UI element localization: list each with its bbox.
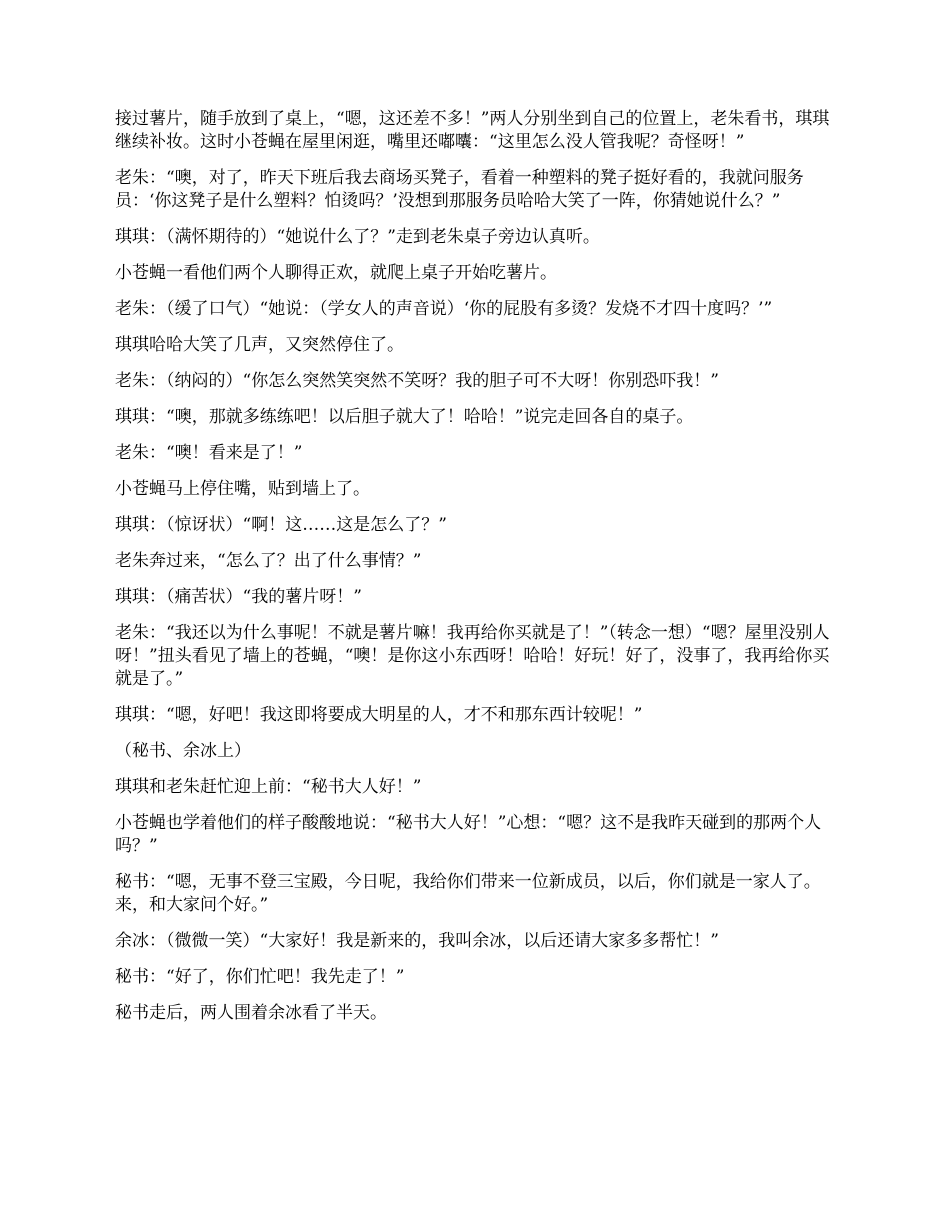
paragraph: 余冰：（微微一笑）“大家好！我是新来的，我叫余冰，以后还请大家多多帮忙！” [115, 931, 719, 951]
paragraph: 秘书：“嗯，无事不登三宝殿，今日呢，我给你们带来一位新成员，以后，你们就是一家人了。来，和大家问个好。” [115, 872, 821, 915]
paragraph: 琪琪：（痛苦状）“我的薯片呀！” [115, 587, 362, 607]
paragraph: 老朱：“噢！看来是了！” [115, 443, 303, 463]
paragraph: 秘书走后，两人围着余冰看了半天。 [115, 1003, 387, 1023]
paragraph: 琪琪：“嗯，好吧！我这即将要成大明星的人，才不和那东西计较呢！” [115, 705, 643, 725]
paragraph: 小苍蝇也学着他们的样子酸酸地说：“秘书大人好！”心想：“嗯？这不是我昨天碰到的那两个人吗？” [115, 813, 822, 856]
paragraph: 老朱：（纳闷的）“你怎么突然笑突然不笑呀？我的胆子可不大呀！你别恐吓我！” [115, 371, 719, 391]
paragraph: 小苍蝇一看他们两个人聊得正欢，就爬上桌子开始吃薯片。 [115, 263, 557, 283]
paragraph: 老朱：“我还以为什么事呢！不就是薯片嘛！我再给你买就是了！”（转念一想）“嗯？屋里没别人呀！”扭头看见了墙上的苍蝇，“噢！是你这小东西呀！哈哈！好玩！好了，没事了，我再给你买就是了。” [115, 623, 830, 689]
paragraph: 老朱：“噢，对了，昨天下班后我去商场买凳子，看着一种塑料的凳子挺好看的，我就问服务员：‘你这凳子是什么塑料？怕烫吗？’没想到那服务员哈哈大笑了一阵，你猜她说什么？” [115, 168, 804, 211]
paragraph: 琪琪哈哈大笑了几声，又突然停住了。 [115, 335, 404, 355]
paragraph: 接过薯片，随手放到了桌上，“嗯，这还差不多！”两人分别坐到自己的位置上，老朱看书，琪琪继续补妆。这时小苍蝇在屋里闲逛，嘴里还嘟囔：“这里怎么没人管我呢？奇怪呀！” [115, 109, 830, 152]
paragraph: 老朱：（缓了口气）“她说：（学女人的声音说）‘你的屁股有多烫？发烧不才四十度吗？’” [115, 299, 773, 319]
paragraph: 老朱奔过来，“怎么了？出了什么事情？” [115, 551, 422, 571]
paragraph: 琪琪和老朱赶忙迎上前：“秘书大人好！” [115, 777, 422, 797]
document-body [115, 108, 840, 1038]
paragraph: 秘书：“好了，你们忙吧！我先走了！” [115, 967, 405, 987]
paragraph: 小苍蝇马上停住嘴，贴到墙上了。 [115, 479, 370, 499]
paragraph: 琪琪：（满怀期待的）“她说什么了？”走到老朱桌子旁边认真听。 [115, 227, 600, 247]
paragraph: （秘书、余冰上） [115, 741, 251, 761]
paragraph: 琪琪：（惊讶状）“啊！这……这是怎么了？” [115, 515, 447, 535]
paragraph: 琪琪：“噢，那就多练练吧！以后胆子就大了！哈哈！”说完走回各自的桌子。 [115, 407, 694, 427]
